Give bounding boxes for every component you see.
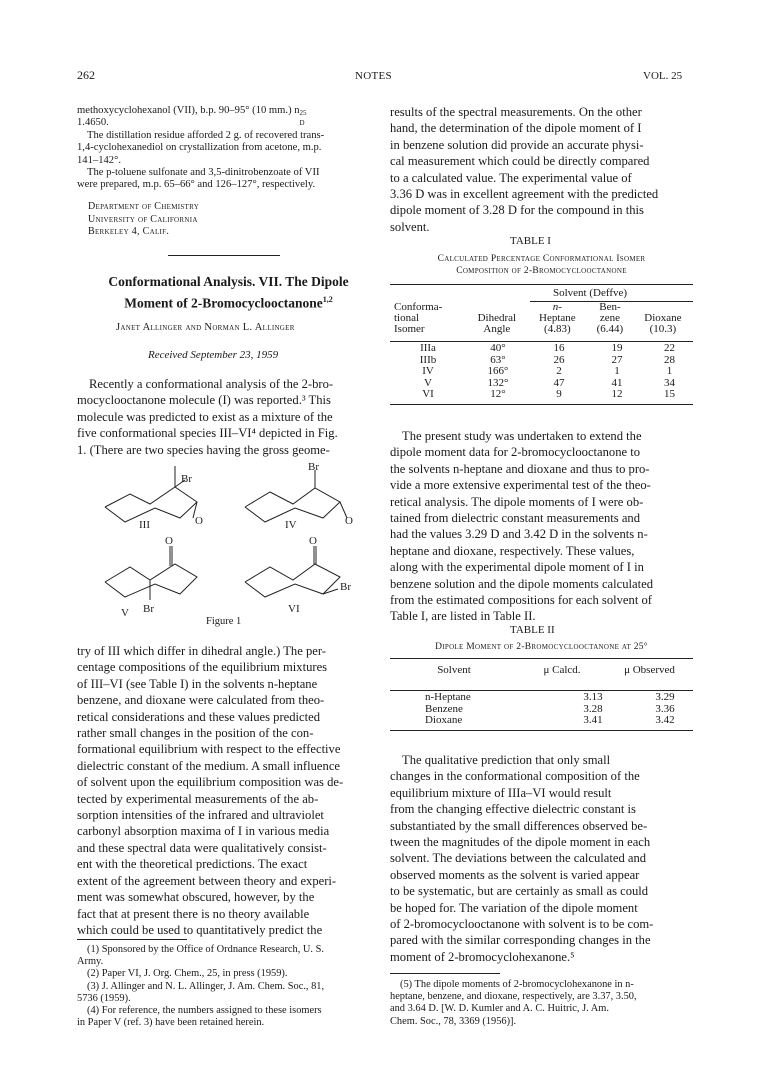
conformer-V (105, 546, 197, 600)
table-row: IV 166° 2 1 1 (422, 365, 673, 377)
text-line: tected by experimental measurements of the ab- (77, 791, 319, 806)
br-label: Br (181, 473, 192, 485)
text-line: pared with the similar corresponding changes in the (390, 933, 651, 948)
table2-bottom-rule (390, 730, 693, 731)
text-line: try of III which differ in dihedral angle.) The per- (77, 644, 326, 658)
footnote-line: in Paper V (ref. 3) have been retained herein. (77, 1017, 265, 1029)
article-title (77, 273, 380, 313)
o-label: O (195, 515, 203, 527)
text-line: results of the spectral measurements. On the other (390, 105, 642, 119)
text-line: 141–142°. (77, 154, 121, 166)
footnote-line: (4) For reference, the numbers assigned to these isomers (87, 1005, 322, 1017)
text-line: benzene solution and the dipole moments calculated (390, 576, 653, 591)
text-line: from the changing effective dielectric constant is (390, 802, 636, 817)
text-line: changes in the conformational composition of the (390, 769, 640, 784)
text-line: tained from dielectric constant measurements and (390, 511, 641, 526)
text-line: ent with the theoretical predictions. The exact (77, 857, 308, 872)
column-header: Ben- zene (6.44) (596, 301, 624, 335)
text-line: from the estimated compositions for each solvent of (390, 593, 652, 608)
text-line: formational equilibrium with respect to the effective (77, 742, 341, 757)
column-header: μ Calcd. (543, 664, 581, 676)
column-header: Dihedral Angle (477, 312, 517, 335)
o-label: O (165, 535, 173, 547)
o-label: O (309, 535, 317, 547)
caption-line: Calculated Percentage Conformational Isomer (437, 254, 646, 264)
text-line: substantiated by the small differences observed be- (390, 818, 648, 833)
text-line: the solvents n-heptane and dioxane and thus to pro- (390, 461, 650, 476)
text-line: heptane and dioxane, respectively. These values, (390, 543, 635, 558)
figure-1-conformers (95, 462, 385, 632)
text-line: along with the experimental dipole moment of I in (390, 560, 644, 575)
text-line: cal measurement which could be directly compared (390, 154, 650, 169)
received-date: Received September 23, 1959 (148, 349, 279, 361)
left-footnotes (77, 944, 380, 1029)
left-top-block (77, 105, 377, 192)
text-line: were prepared, m.p. 65–66° and 126–127°, respectively. (77, 179, 316, 191)
text-line: 1,4-cyclohexanediol on crystallization from acetone, m.p. (77, 142, 322, 154)
text-line: 3.36 D was in excellent agreement with the predicted (390, 187, 659, 202)
column-header: Solvent (437, 664, 471, 676)
table2-top-rule (390, 658, 693, 659)
label-V: V (121, 607, 129, 619)
text-line: solvent. The deviations between the calculated and (390, 851, 647, 866)
table2-caption: Dipole Moment of 2-Bromocyclooctanone at 25° (435, 642, 648, 652)
footnote-line: (5) The dipole moments of 2-bromocyclohexanone in n- (400, 979, 634, 990)
br-label: Br (143, 603, 154, 615)
title-line: Moment of 2-Bromocyclooctanone$^{1,2}$ (124, 295, 333, 311)
right-end-paragraph (390, 752, 693, 965)
table1 (390, 302, 693, 335)
text-line: observed moments as the solvent is varied appear (390, 867, 640, 882)
table-row: Benzene 3.28 3.36 (425, 702, 675, 715)
text-line: The distillation residue afforded 2 g. of recovered trans- (87, 129, 325, 141)
right-footnote (390, 979, 693, 1028)
footnote-line: Chem. Soc., 78, 3369 (1956)]. (390, 1015, 517, 1027)
table-row: n-Heptane 3.13 3.29 (425, 691, 675, 703)
text-line: dipole moment data for 2-bromocyclooctanone to (390, 445, 641, 460)
affiliation-line: Department of Chemistry (88, 201, 200, 212)
text-line: vide a more extensive experimental test of the theo- (390, 478, 651, 493)
table-row: IIIb 63° 26 27 28 (419, 353, 675, 366)
conformer-IV (245, 470, 347, 522)
column-header: Conforma- tional Isomer (394, 301, 443, 335)
table1-header-row (390, 302, 693, 335)
text-line: 1. (There are two species having the gross geome- (77, 442, 330, 457)
text-line: fact that at present there is no theory available (77, 906, 310, 921)
text-line: retical considerations and these values predicted (77, 709, 321, 724)
column-header: μ Observed (624, 664, 675, 676)
table2-label: TABLE II (510, 624, 555, 636)
left-body-paragraph (77, 643, 380, 938)
table1-caption (390, 253, 693, 277)
text-line: dipole moment of 3.28 D for the compound in this (390, 203, 644, 218)
table1-body (390, 343, 693, 401)
text-line: in benzene solution did provide an accurate physi- (390, 137, 644, 152)
br-label: Br (340, 581, 351, 593)
text-line: rather small changes in the position of the con- (77, 726, 314, 741)
table1-bottom-rule (390, 404, 693, 405)
subscript: D (299, 119, 305, 127)
divider (168, 255, 280, 256)
superscript: 1,2 (322, 295, 333, 304)
text-line: to a calculated value. The experimental value of (390, 170, 632, 185)
footnote-line: and 3.64 D. [W. D. Kumler and A. C. Huitric, J. Am. (390, 1003, 609, 1015)
table1-top-rule (390, 284, 693, 285)
caption-line: Composition of 2-Bromocyclooctanone (456, 266, 627, 276)
text-line: methoxycyclohexanol (VII), b.p. 90–95° (10 mm.) n 25 D (77, 105, 377, 117)
footnote-rule (77, 939, 187, 940)
text-line: moment of 2-bromocyclohexanone.⁵ (390, 949, 575, 964)
text-line: molecule was predicted to exist as a mixture of the (77, 409, 333, 424)
table2-header-row (390, 664, 693, 676)
volume-label: VOL. 25 (643, 70, 683, 82)
text-line: ment was somewhat obscured, however, by the (77, 890, 315, 905)
conformer-VI (245, 546, 340, 597)
text-line: Recently a conformational analysis of the 2-bro- (89, 377, 334, 391)
text-line: extent of the agreement between theory and experi- (77, 873, 337, 888)
text-line: had the values 3.29 D and 3.42 D in the solvents n- (390, 527, 648, 542)
running-head: NOTES (355, 70, 392, 82)
label-III: III (139, 519, 150, 531)
text-line: 1.4650. (77, 117, 109, 129)
text-line: of 2-bromocyclooctanone with solvent is to be com- (390, 917, 654, 932)
intro-paragraph (77, 376, 380, 458)
table-row: IIIa 40° 16 19 22 (420, 342, 675, 354)
footnote-line: Army. (77, 956, 104, 968)
footnote-line: heptane, benzene, and dioxane, respectively, are 3.37, 3.50, (390, 991, 637, 1003)
footnote-rule (390, 973, 500, 974)
table1-label: TABLE I (510, 235, 551, 247)
label-IV: IV (285, 519, 297, 531)
table2 (390, 664, 693, 676)
text-line: centage compositions of the equilibrium mixtures (77, 660, 328, 675)
authors: Janet Allinger and Norman L. Allinger (116, 322, 295, 333)
text-line: mocyclooctanone molecule (I) was reported.³ This (77, 393, 331, 408)
affiliation-line: University of California (88, 213, 198, 225)
right-top-paragraph (390, 104, 693, 235)
text-line: of III–VI (see Table I) in the solvents n-heptane (77, 676, 318, 691)
footnote-line: (2) Paper VI, J. Org. Chem., 25, in press (1959). (87, 968, 288, 980)
text-line: dielectric constant of the medium. A small influence (77, 758, 340, 773)
text-line: to be systematic, but are certainly as small as could (390, 884, 649, 899)
text-line: five conformational species III–VI⁴ depicted in Fig. (77, 426, 338, 441)
text-line: tween the magnitudes of the dipole moment in each (390, 835, 651, 850)
table-row: Dioxane 3.41 3.42 (425, 714, 675, 726)
text-line: sorption intensities of the infrared and ultraviolet (77, 808, 324, 823)
table-row: V 132° 47 41 34 (424, 376, 675, 389)
text-line: be hoped for. The variation of the dipole moment (390, 900, 638, 915)
affiliation (88, 201, 199, 239)
text-line: of solvent upon the equilibrium composition was de- (77, 775, 344, 790)
text-line: The qualitative prediction that only small (402, 753, 611, 767)
footnote-line: (3) J. Allinger and N. L. Allinger, J. Am. Chem. Soc., 81, (87, 980, 325, 992)
text-line: benzene, and dioxane were calculated from theo- (77, 693, 325, 708)
footnote-line: (1) Sponsored by the Office of Ordnance Research, U. S. (87, 944, 324, 955)
text-line: Table I, are listed in Table II. (390, 609, 536, 624)
table2-body (390, 692, 693, 727)
text-line: solvent. (390, 219, 430, 234)
text-line: and these spectral data were qualitatively consist- (77, 840, 327, 855)
text-line: retical analysis. The dipole moments of I were ob- (390, 494, 644, 509)
text-line: The p-toluene sulfonate and 3,5-dinitrobenzoate of VII (87, 167, 320, 179)
table-row: VI 12° 9 12 15 (422, 388, 675, 400)
text-line: carbonyl absorption maxima of I in various media (77, 824, 330, 839)
superscript: 25 (299, 109, 307, 117)
o-label: O (345, 515, 353, 527)
text-line: which could be used to quantitatively predict the (77, 922, 323, 937)
text-line: equilibrium mixture of IIIa–VI would result (390, 785, 612, 800)
text-line: The present study was undertaken to extend the (402, 429, 642, 443)
table1-solvent-head: Solvent (Deffve) (553, 287, 628, 299)
footnote-line: 5736 (1959). (77, 992, 131, 1004)
text-line: hand, the determination of the dipole moment of I (390, 121, 642, 136)
br-label: Br (308, 462, 319, 473)
affiliation-line: Berkeley 4, Calif. (88, 226, 170, 238)
figure-caption: Figure 1 (206, 616, 242, 627)
right-mid-paragraph (390, 428, 693, 625)
label-VI: VI (288, 603, 300, 615)
column-header: n- Heptane (4.83) (539, 301, 576, 335)
title-line: Conformational Analysis. VII. The Dipole (108, 274, 349, 289)
page-number: 262 (77, 68, 95, 82)
column-header: Dioxane (10.3) (644, 312, 682, 335)
